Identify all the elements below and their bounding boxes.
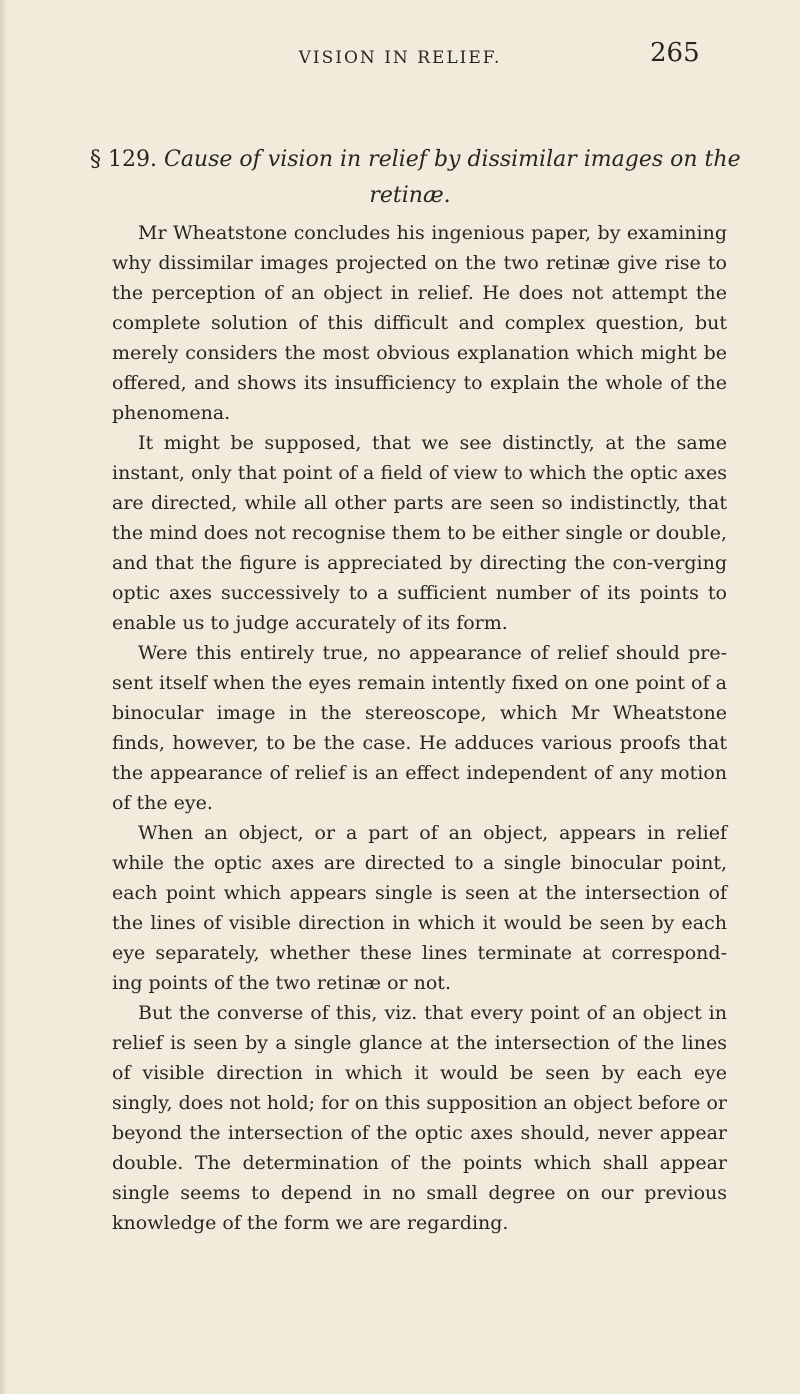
body-text [112, 218, 727, 1238]
paragraph: When an object, or a part of an object, appears in relief while the optic axes are directed to a single binocular point, each point which appears single is seen at the intersection of the lines of visible direction in which it would be seen by each eye separately, whether these lines terminate at correspond-ing points of the two retinæ or not. [112, 822, 727, 994]
running-title: VISION IN RELIEF. [298, 48, 502, 68]
paragraph: Were this entirely true, no appearance of relief should pre-sent itself when the eyes remain intently fixed on one point of a binocular image in the stereoscope, which Mr Wheatstone finds, however, to be the case. He adduces various proofs that the appearance of relief is an effect independent of any motion of the eye. [112, 642, 727, 814]
section-heading [90, 142, 750, 214]
section-title-line1: Cause of vision in relief by dissimilar images on the [163, 147, 741, 172]
paragraph: It might be supposed, that we see distinctly, at the same instant, only that point of a field of view to which the optic axes are directed, while all other parts are seen so indistinctly, that the mind does not recognise them to be either single or double, and that the figure is appreciated by directing the con-verging optic axes successively to a sufficient number of its points to enable us to judge accurately of its form. [112, 432, 727, 634]
paragraph: Mr Wheatstone concludes his ingenious paper, by examining why dissimilar images projected on the two retinæ give rise to the perception of an object in relief. He does not attempt the complete solution of this difficult and complex question, but merely considers the most obvious explanation which might be offered, and shows its insufficiency to explain the whole of the phenomena. [112, 222, 727, 424]
section-number: § 129. [90, 147, 157, 172]
page-number: 265 [650, 38, 700, 68]
paragraph: But the converse of this, viz. that every point of an object in relief is seen by a single glance at the intersection of the lines of visible direction in which it would be seen by each eye singly, does not hold; for on this supposition an object before or beyond the intersection of the optic axes should, never appear double. The determination of the points which shall appear single seems to depend in no small degree on our previous knowledge of the form we are regarding. [112, 1002, 727, 1234]
section-title-line2: retinæ. [369, 183, 451, 208]
page-edge-shadow [0, 0, 6, 1394]
